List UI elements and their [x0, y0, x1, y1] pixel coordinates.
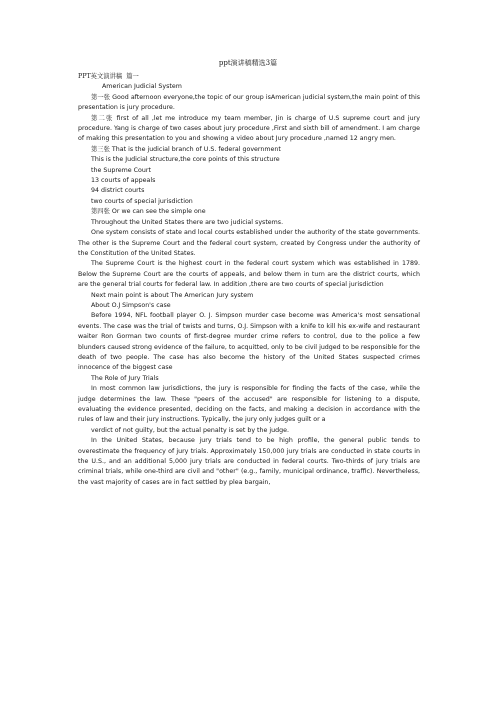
structure-item: two courts of special jurisdiction: [91, 197, 193, 205]
role-heading: The Role of Jury Trials: [91, 374, 159, 382]
body-paragraph: One system consists of state and local courts established under the authority of the state governments. The other is the Supreme Court and the federal court system, created by Congress under the authority of the Constitution of the United States.: [78, 229, 420, 257]
document-body: [78, 72, 420, 488]
slide-paragraph-3: [78, 145, 420, 155]
body-paragraph: The Supreme Court is the highest court in the federal court system which was established in 1789. Below the Supreme Court are the courts of appeals, and below them in turn are the district courts, which are the general trial courts for federal law. In addition ,there are two courts of special jurisdiction: [78, 260, 420, 289]
structure-intro: This is the Judicial structure,the core points of this structure: [91, 156, 280, 164]
slide-text: Or we can see the simple one: [111, 208, 206, 216]
document-title: ppt演讲稿精选3篇: [218, 59, 278, 67]
role-paragraph-continued: verdict of not guilty, but the actual penalty is set by the judge.: [91, 426, 290, 434]
body-paragraph: Throughout the United States there are two judicial systems.: [91, 218, 284, 226]
slide-paragraph-1: [78, 93, 420, 114]
section-label: PPT英文演讲稿: [78, 73, 123, 80]
slide-text: That is the judicial branch of U.S. federal government: [111, 145, 281, 153]
slide-paragraph-4: [78, 207, 420, 217]
slide-paragraph-2: [78, 114, 420, 145]
case-heading: About O.J Simpson's case: [91, 301, 171, 309]
structure-item: 94 district courts: [91, 187, 145, 195]
case-paragraph: Before 1994, NFL football player O. J. Simpson murder case become was America's most sensational events. The case was the trial of twists and turns, O.J. Simpson with a knife to kill his ex-wife and restaurant waiter Ron Gorman two counts of first-degree murder crime refers to control, due to the police a few blunders caused strong evidence of the failure, to acquitted, only to be civil judged to be responsible for the death of two people. The case has also become the history of the United States suspected crimes innocence of the biggest case: [78, 312, 420, 372]
section-heading: [78, 72, 420, 82]
slide-marker: 第四张: [91, 208, 110, 216]
slide-text: Good afternoon everyone,the topic of our group isAmerican judicial system,the main point of this presentation is jury procedure.: [78, 93, 420, 112]
structure-item: the Supreme Court: [91, 166, 151, 174]
slide-text: first of all ,let me introduce my team member, Jin is charge of U.S supreme court and jury procedure. Yang is charge of two cases about jury procedure ,First and sixth bill of amendment. I am charge of making this presentation to you and showing a video about Jury procedure ,named 12 angry men.: [78, 114, 420, 143]
structure-item: 13 courts of appeals: [91, 177, 156, 185]
stats-paragraph: In the United States, because jury trials tend to be high profile, the general public tends to overestimate the frequency of jury trials. Approximately 150,000 jury trials are conducted in state courts in the U.S., and an additional 5,000 jury trials are conducted in federal courts. Two-thirds of jury trials are criminal trials, while one-third are civil and "other" (e.g., family, municipal ordinance, traffic). Nevertheless, the vast majority of cases are in fact settled by plea bargain,: [78, 437, 420, 486]
role-paragraph: In most common law jurisdictions, the jury is responsible for finding the facts of the case, while the judge determines the law. These "peers of the accused" are responsible for listening to a dispute, evaluating the evidence presented, deciding on the facts, and making a decision in accordance with the rules of law and their jury instructions. Typically, the jury only judges guilt or a: [78, 385, 420, 424]
next-point-line: Next main point is about The American Jury system: [91, 291, 254, 299]
presentation-subtitle: American Judicial System: [102, 83, 182, 91]
slide-marker: 第二张: [91, 114, 114, 122]
slide-marker: 第三张: [91, 145, 110, 153]
section-number: 篇一: [126, 73, 139, 80]
slide-marker: 第一张: [91, 93, 111, 101]
